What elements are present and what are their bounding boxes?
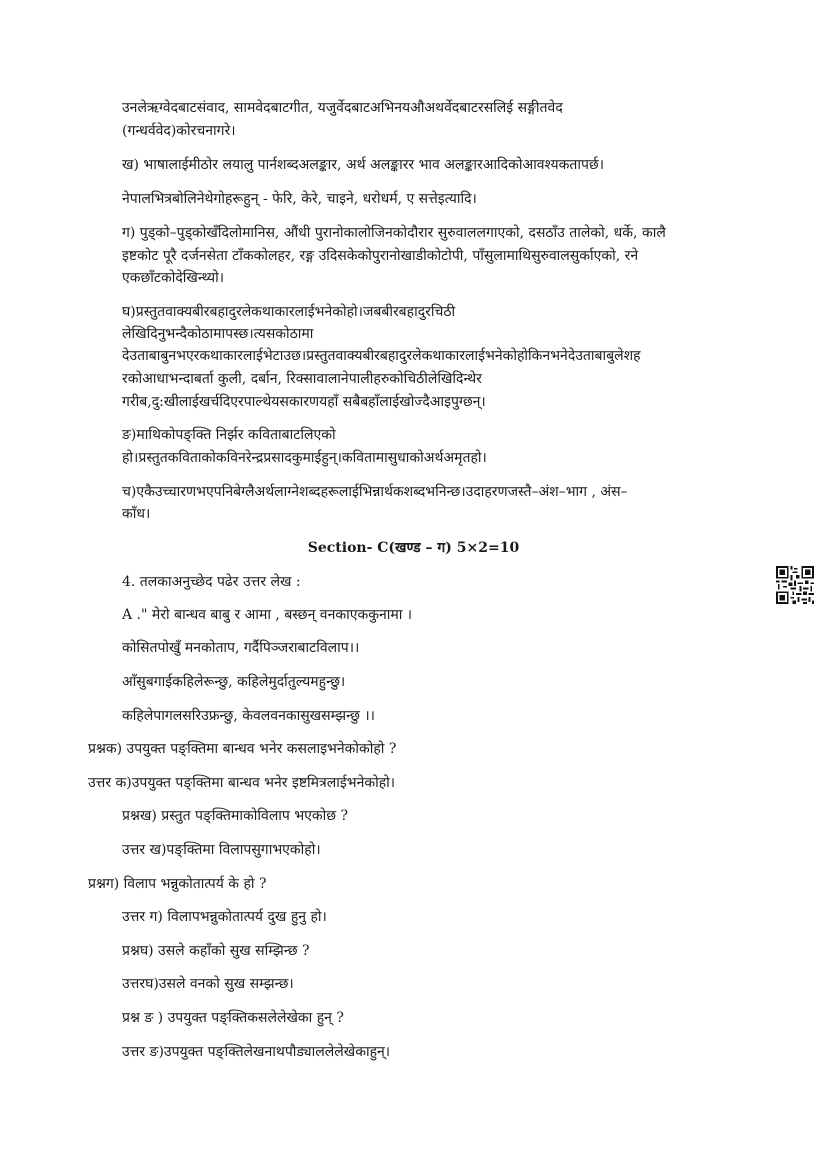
answer-ka: उत्तर क)उपयुक्त पङ्क्तिमा बान्धव भनेर इष्टमित्रलाईभनेकोहो।	[88, 775, 396, 791]
question-nga: प्रश्न ङ ) उपयुक्त पङ्क्तिकसलेलेखेका हुन् ?	[122, 1010, 344, 1026]
question-ga: प्रश्नग) विलाप भन्नुकोतात्पर्य के हो ?	[88, 876, 267, 892]
answer-gha-short: उत्तरघ)उसले वनको सुख सम्झन्छ।	[122, 976, 294, 992]
question-kha: प्रश्नख) प्रस्तुत पङ्क्तिमाकोविलाप भएकोछ ?	[122, 808, 349, 824]
section-c-heading: Section- C(खण्ड – ग) 5×2=10	[307, 540, 520, 556]
para-veda-line-1: उनलेऋग्वेदबाटसंवाद, सामवेदबाटगीत, यजुर्वेदबाटअभिनयऔअथर्वेदबाटरसलिई सङ्गीतवेद	[122, 100, 563, 116]
answer-gha-line-3: देउताबाबुनभएरकथाकारलाईभेटाउछ।प्रस्तुतवाक्यबीरबहादुरलेकथाकारलाईभनेकोहोकिनभनेदेउताबाबुलेशह	[122, 348, 641, 364]
poem-line-3: आँसुबगाईकहिलेरून्छु, कहिलेमुर्दातुल्यमहुन्छु।	[122, 674, 346, 690]
question-ka: प्रश्नक) उपयुक्त पङ्क्तिमा बान्धव भनेर कसलाइभनेकोकोहो ?	[88, 741, 397, 757]
answer-gha-line-1: घ)प्रस्तुतवाक्यबीरबहादुरलेकथाकारलाईभनेकोहो।जबबीरबहादुरचिठी	[122, 304, 456, 320]
answer-ga-short: उत्तर ग) विलापभन्नुकोतात्पर्य दुख हुनु हो।	[122, 909, 327, 925]
para-nepal-dialects: नेपालभित्रबोलिनेथेगोहरूहुन् - फेरि, केरे, चाइने, धरोधर्म, ए सत्तेइत्यादि।	[122, 191, 477, 207]
answer-nga-short: उत्तर ङ)उपयुक्त पङ्क्तिलेखनाथपौड्याललेलेखेकाहुन्।	[122, 1044, 391, 1060]
answer-nga-line-1: ङ)माथिकोपङ्क्ति निर्झर कविताबाटलिएको	[122, 427, 336, 443]
qr-code-icon	[776, 566, 814, 604]
answer-ga-line-2: इष्टकोट पूरै दर्जनसेता टाँककोलहर, रङ्ग उदिसकेकोपुरानोखाडीकोटोपी, पाँसुलामाथिसुरुवालसुर्काएको, रने	[122, 248, 639, 264]
answer-kha-short: उत्तर ख)पङ्क्तिमा विलापसुगाभएकोहो।	[122, 842, 321, 858]
answer-gha-line-4: रकोआधाभन्दाबर्ता कुली, दर्बान, रिक्सावालानेपालीहरुकोचिठीलेखिदिन्थेर	[122, 371, 482, 387]
question-4-instruction: 4. तलकाअनुच्छेद पढेर उत्तर लेख :	[122, 574, 301, 590]
answer-nga-line-2: हो।प्रस्तुतकविताकोकविनरेन्द्रप्रसादकुमाईहुन्।कवितामासुधाकोअर्थअमृतहो।	[122, 450, 487, 466]
poem-line-4: कहिलेपागलसरिउफ्रन्छु, केवलवनकासुखसम्झन्छु ।।	[122, 708, 375, 724]
answer-cha-line-1: च)एकैउच्चारणभएपनिबेग्लैअर्थलाग्नेशब्दहरूलाईभिन्नार्थकशब्दभनिन्छ।उदाहरणजस्तै–अंश–भाग , अंस–	[122, 484, 628, 500]
answer-gha-line-2: लेखिदिनुभन्दैकोठामापस्छ।त्यसकोठामा	[122, 326, 314, 342]
answer-ga-line-1: ग) पुड्को–पुड्कोखँदिलोमानिस, औंधी पुरानोकालोजिनकोदौरार सुरुवाललगाएको, दसठाँउ तालेको, धर्के, कालै	[122, 225, 666, 241]
poem-line-2: कोसितपोखुँ मनकोताप, गर्दैपिञ्जराबाटविलाप।।	[122, 640, 360, 656]
para-veda-line-2: (गन्धर्ववेद)कोरचनागरे।	[122, 123, 236, 139]
question-gha: प्रश्नघ) उसले कहाँको सुख सम्झिन्छ ?	[122, 943, 310, 959]
poem-line-1: A ." मेरो बान्धव बाबु र आमा , बस्छन् वनकाएककुनामा ।	[122, 607, 413, 623]
answer-cha-line-2: काँध।	[122, 506, 151, 522]
answer-kha: ख) भाषालाईमीठोर लयालु पार्नशब्दअलङ्कार, अर्थ अलङ्कारर भाव अलङ्कारआदिकोआवश्यकतापर्छ।	[122, 157, 605, 173]
answer-ga-line-3: एकछाँटकोदेखिन्थ्यो।	[122, 270, 225, 286]
answer-gha-line-5: गरीब,दु:खीलाईखर्चदिएरपाल्थेयसकारणयहाँ सबैबहाँलाईखोज्दैआइपुग्छन्।	[122, 394, 486, 410]
